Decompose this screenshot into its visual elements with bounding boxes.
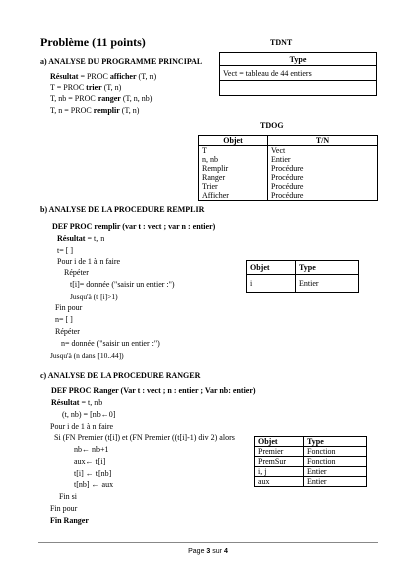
section-a-heading: a) ANALYSE DU PROGRAMME PRINCIPAL — [40, 57, 203, 66]
tdog-cell: Procédure — [268, 182, 378, 191]
remplir-table-header: Type — [296, 261, 359, 275]
tdog-cell: Procédure — [268, 164, 378, 173]
ranger-table-cell: Entier — [304, 467, 367, 477]
ranger-table-header: Type — [304, 437, 367, 447]
ranger-objects-table — [254, 436, 367, 487]
remplir-line: Pour i de 1 à n faire — [57, 257, 121, 266]
ranger-table-cell: Fonction — [304, 447, 367, 457]
ranger-line: (t, nb) = [nb←0] — [62, 410, 116, 419]
tdnt-label: TDNT — [270, 38, 293, 47]
remplir-line: n= [ ] — [55, 315, 73, 324]
main-line: T, n = PROC remplir (T, n) — [50, 106, 140, 115]
footer-divider — [38, 542, 378, 543]
remplir-line: n= donnée ("saisir un entier :") — [61, 339, 160, 348]
tdog-cell: Remplir — [199, 164, 268, 173]
section-c-heading: c) ANALYSE DE LA PROCEDURE RANGER — [40, 371, 201, 380]
tdog-header: T/N — [268, 136, 378, 146]
ranger-line: aux← t[i] — [74, 457, 106, 466]
tdog-cell: n, nb — [199, 155, 268, 164]
remplir-objects-table — [246, 260, 359, 293]
remplir-line: t[i]= donnée ("saisir un entier :") — [70, 280, 175, 289]
tdog-cell: Trier — [199, 182, 268, 191]
ranger-result: Résultat = t, nb — [51, 398, 103, 407]
ranger-line: Fin si — [59, 492, 78, 501]
remplir-line: Fin pour — [55, 303, 83, 312]
page-title: Problème (11 points) — [40, 35, 146, 49]
remplir-def: DEF PROC remplir (var t : vect ; var n : entier) — [52, 222, 216, 231]
ranger-line: t[nb] ← aux — [74, 480, 114, 489]
page-number: Page 3 sur 4 — [188, 548, 228, 555]
remplir-line: Répéter — [55, 327, 80, 336]
tdog-cell: Procédure — [268, 191, 378, 201]
ranger-table-header: Objet — [255, 437, 304, 447]
remplir-line: t= [ ] — [57, 246, 74, 255]
tdog-cell: T — [199, 146, 268, 156]
ranger-line: Pour i de 1 à n faire — [50, 422, 114, 431]
ranger-table-cell: aux — [255, 477, 304, 487]
tdog-cell: Ranger — [199, 173, 268, 182]
ranger-line: Fin pour — [50, 504, 78, 513]
ranger-table-cell: Premier — [255, 447, 304, 457]
remplir-line: Jusqu'à (n dans [10..44]) — [50, 351, 124, 360]
remplir-line: Répéter — [64, 268, 89, 277]
ranger-table-cell: i, j — [255, 467, 304, 477]
ranger-line: nb← nb+1 — [74, 445, 109, 454]
tdog-cell: Afficher — [199, 191, 268, 201]
ranger-line: t[i] ← t[nb] — [74, 469, 112, 478]
tdog-cell: Entier — [268, 155, 378, 164]
ranger-line: Si (FN Premier (t[i]) et (FN Premier ((t[i]-1) div 2) alors — [54, 433, 235, 442]
tdnt-cell: Vect = tableau de 44 entiers — [220, 66, 377, 81]
tdnt-cell — [220, 81, 377, 96]
tdog-cell: Vect — [268, 146, 378, 156]
main-line: T, nb = PROC ranger (T, n, nb) — [50, 94, 153, 103]
ranger-table-cell: Fonction — [304, 457, 367, 467]
remplir-table-cell: Entier — [296, 275, 359, 293]
ranger-table-cell: PremSur — [255, 457, 304, 467]
ranger-table-cell: Entier — [304, 477, 367, 487]
main-line: T = PROC trier (T, n) — [50, 83, 122, 92]
ranger-end: Fin Ranger — [50, 516, 89, 525]
main-line: Résultat = PROC afficher (T, n) — [50, 72, 157, 81]
tdog-label: TDOG — [260, 121, 284, 130]
section-b-heading: b) ANALYSE DE LA PROCEDURE REMPLIR — [40, 205, 205, 214]
remplir-table-cell: i — [247, 275, 296, 293]
tdog-header: Objet — [199, 136, 268, 146]
tdog-cell: Procédure — [268, 173, 378, 182]
tdnt-header: Type — [220, 53, 377, 66]
remplir-table-header: Objet — [247, 261, 296, 275]
tdnt-table — [219, 52, 377, 96]
remplir-result: Résultat = t, n — [57, 234, 105, 243]
ranger-def: DEF PROC Ranger (Var t : vect ; n : entier ; Var nb: entier) — [51, 386, 256, 395]
remplir-line: Jusqu'à (t [i]>1) — [70, 292, 118, 301]
tdog-table — [198, 135, 378, 201]
